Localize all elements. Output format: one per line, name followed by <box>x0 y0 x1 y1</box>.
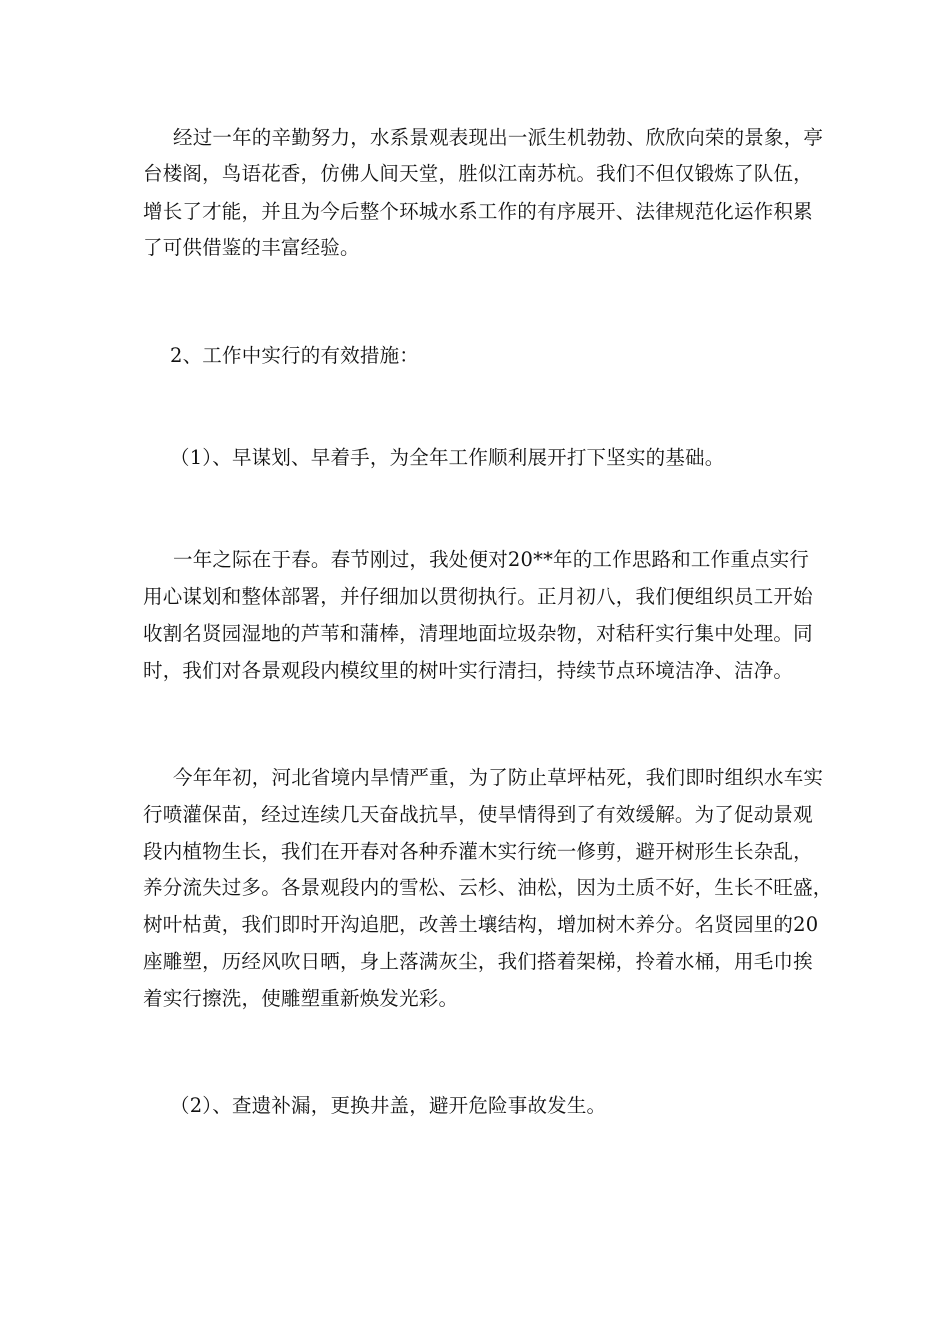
text-line: 段内植物生长，我们在开春对各种乔灌木实行统一修剪，避开树形生长杂乱， <box>143 840 813 863</box>
text-line: 收割名贤园湿地的芦苇和蒲棒，清理地面垃圾杂物，对秸秆实行集中处理。同 <box>143 622 813 645</box>
text-line: 今年年初，河北省境内旱情严重，为了防止草坪枯死，我们即时组织水车实 <box>173 766 824 789</box>
text-line: 养分流失过多。各景观段内的雪松、云杉、油松，因为土质不好，生长不旺盛， <box>143 876 833 899</box>
text-line: 座雕塑，历经风吹日晒，身上落满灰尘，我们搭着架梯，拎着水桶，用毛巾挨 <box>143 950 813 973</box>
heading-text: （1）、早谋划、早着手，为全年工作顺利展开打下坚实的基础。 <box>170 446 725 469</box>
heading-text: 2、工作中实行的有效措施： <box>170 344 420 367</box>
text-line: 用心谋划和整体部署，并仔细加以贯彻执行。正月初八，我们便组织员工开始 <box>143 585 813 608</box>
text-line: 经过一年的辛勤努力，水系景观表现出一派生机勃勃、欣欣向荣的景象，亭 <box>173 126 824 149</box>
heading-text: （2）、查遗补漏，更换井盖，避开危险事故发生。 <box>170 1094 607 1117</box>
text-line: 树叶枯黄，我们即时开沟追肥，改善土壤结构，增加树木养分。名贤园里的20 <box>143 913 819 936</box>
text-line: 行喷灌保苗，经过连续几天奋战抗旱，使旱情得到了有效缓解。为了促动景观 <box>143 803 813 826</box>
text-line: 增长了才能，并且为今后整个环城水系工作的有序展开、法律规范化运作积累 <box>143 200 813 223</box>
text-line: 台楼阁，鸟语花香，仿佛人间天堂，胜似江南苏杭。我们不但仅锻炼了队伍， <box>143 162 813 185</box>
text-line: 时，我们对各景观段内模纹里的树叶实行清扫，持续节点环境洁净、洁净。 <box>143 659 794 682</box>
text-line: 了可供借鉴的丰富经验。 <box>143 236 360 259</box>
text-line: 着实行擦洗，使雕塑重新焕发光彩。 <box>143 987 459 1010</box>
text-line: 一年之际在于春。春节刚过，我处便对20**年的工作思路和工作重点实行 <box>173 548 810 571</box>
